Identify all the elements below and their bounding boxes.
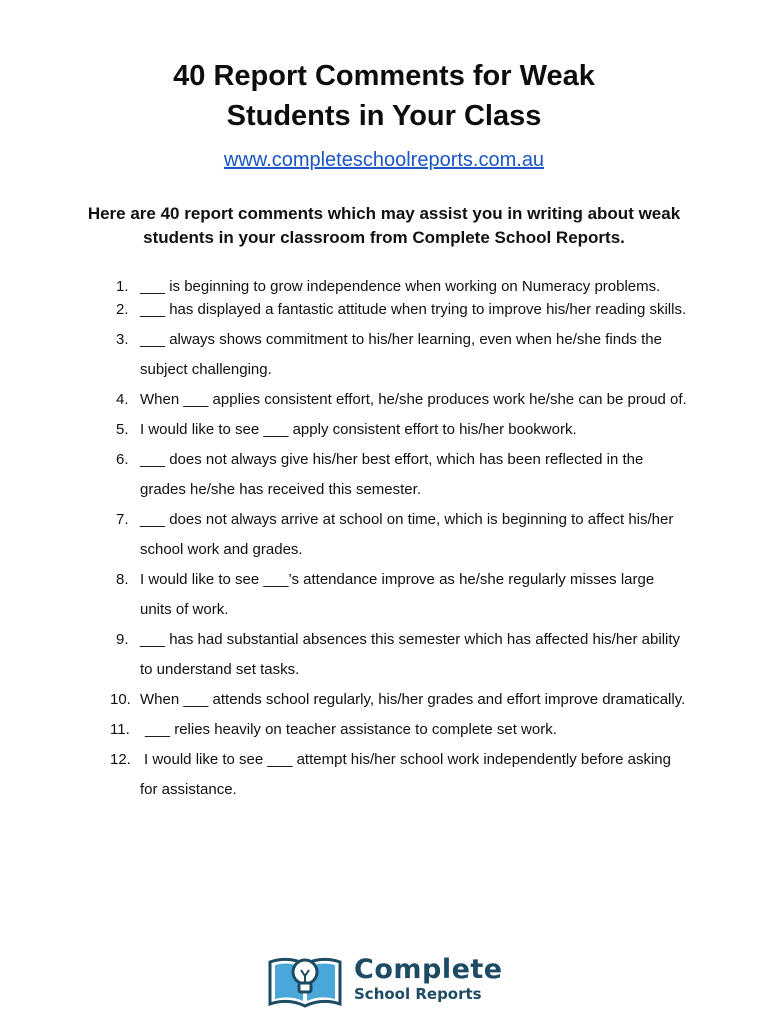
list-item-number: 11. — [110, 721, 130, 738]
list-item — [110, 276, 690, 297]
list-item-number: 7. — [116, 511, 129, 528]
list-item — [110, 415, 690, 445]
list-item-text: ___ has had substantial absences this semester which has affected his/her ability to understand set tasks. — [140, 631, 681, 678]
intro-paragraph: Here are 40 report comments which may assist you in writing about weak students in your classroom from Complete School Reports. — [87, 204, 681, 247]
list-item-text: ___ relies heavily on teacher assistance to complete set work. — [145, 721, 557, 738]
list-item — [110, 385, 690, 415]
list-item-number: 10. — [110, 691, 131, 708]
list-item — [110, 505, 690, 565]
list-item-number: 2. — [116, 301, 129, 318]
list-item-number: 9. — [116, 631, 129, 648]
list-item-number: 12. — [110, 751, 131, 768]
list-item-text: ___ is beginning to grow independence when working on Numeracy problems. — [140, 278, 661, 295]
list-item-text: I would like to see ___’s attendance improve as he/she regularly misses large units of work. — [140, 571, 655, 618]
list-item — [110, 625, 690, 685]
book-lightbulb-icon — [266, 948, 344, 1010]
list-item-text: ___ always shows commitment to his/her learning, even when he/she finds the subject challenging. — [140, 331, 662, 378]
list-item-number: 1. — [116, 278, 129, 295]
comment-list — [110, 276, 690, 805]
list-item-text: ___ does not always give his/her best effort, which has been reflected in the grades he/she has received this semester. — [140, 451, 644, 498]
list-item-number: 4. — [116, 391, 129, 408]
page-title — [0, 56, 768, 136]
list-item-number: 3. — [116, 331, 129, 348]
list-item — [110, 565, 690, 625]
list-item-text: I would like to see ___ apply consistent effort to his/her bookwork. — [140, 421, 577, 438]
logo-text — [354, 955, 503, 1003]
list-item-number: 8. — [116, 571, 129, 588]
list-item — [110, 295, 690, 325]
list-item-text: When ___ applies consistent effort, he/she produces work he/she can be proud of. — [140, 391, 687, 408]
list-item-number: 5. — [116, 421, 129, 438]
page-title-line-2: Students in Your Class — [226, 100, 542, 132]
list-item-text: I would like to see ___ attempt his/her school work independently before asking for assistance. — [140, 751, 671, 798]
website-link[interactable]: www.completeschoolreports.com.au — [223, 149, 545, 171]
list-item-text: ___ has displayed a fantastic attitude when trying to improve his/her reading skills. — [140, 301, 687, 318]
list-item — [110, 445, 690, 505]
logo-line-2: School Reports — [354, 985, 482, 1003]
list-item — [110, 325, 690, 385]
company-logo — [266, 946, 506, 1012]
logo-line-1: Complete — [354, 954, 503, 985]
page-title-line-1: 40 Report Comments for Weak — [173, 60, 595, 92]
list-item — [110, 685, 690, 715]
list-item-text: When ___ attends school regularly, his/her grades and effort improve dramatically. — [140, 691, 686, 708]
list-item — [110, 715, 690, 745]
list-item — [110, 745, 690, 805]
list-item-text: ___ does not always arrive at school on time, which is beginning to affect his/her school work and grades. — [140, 511, 674, 558]
list-item-number: 6. — [116, 451, 129, 468]
